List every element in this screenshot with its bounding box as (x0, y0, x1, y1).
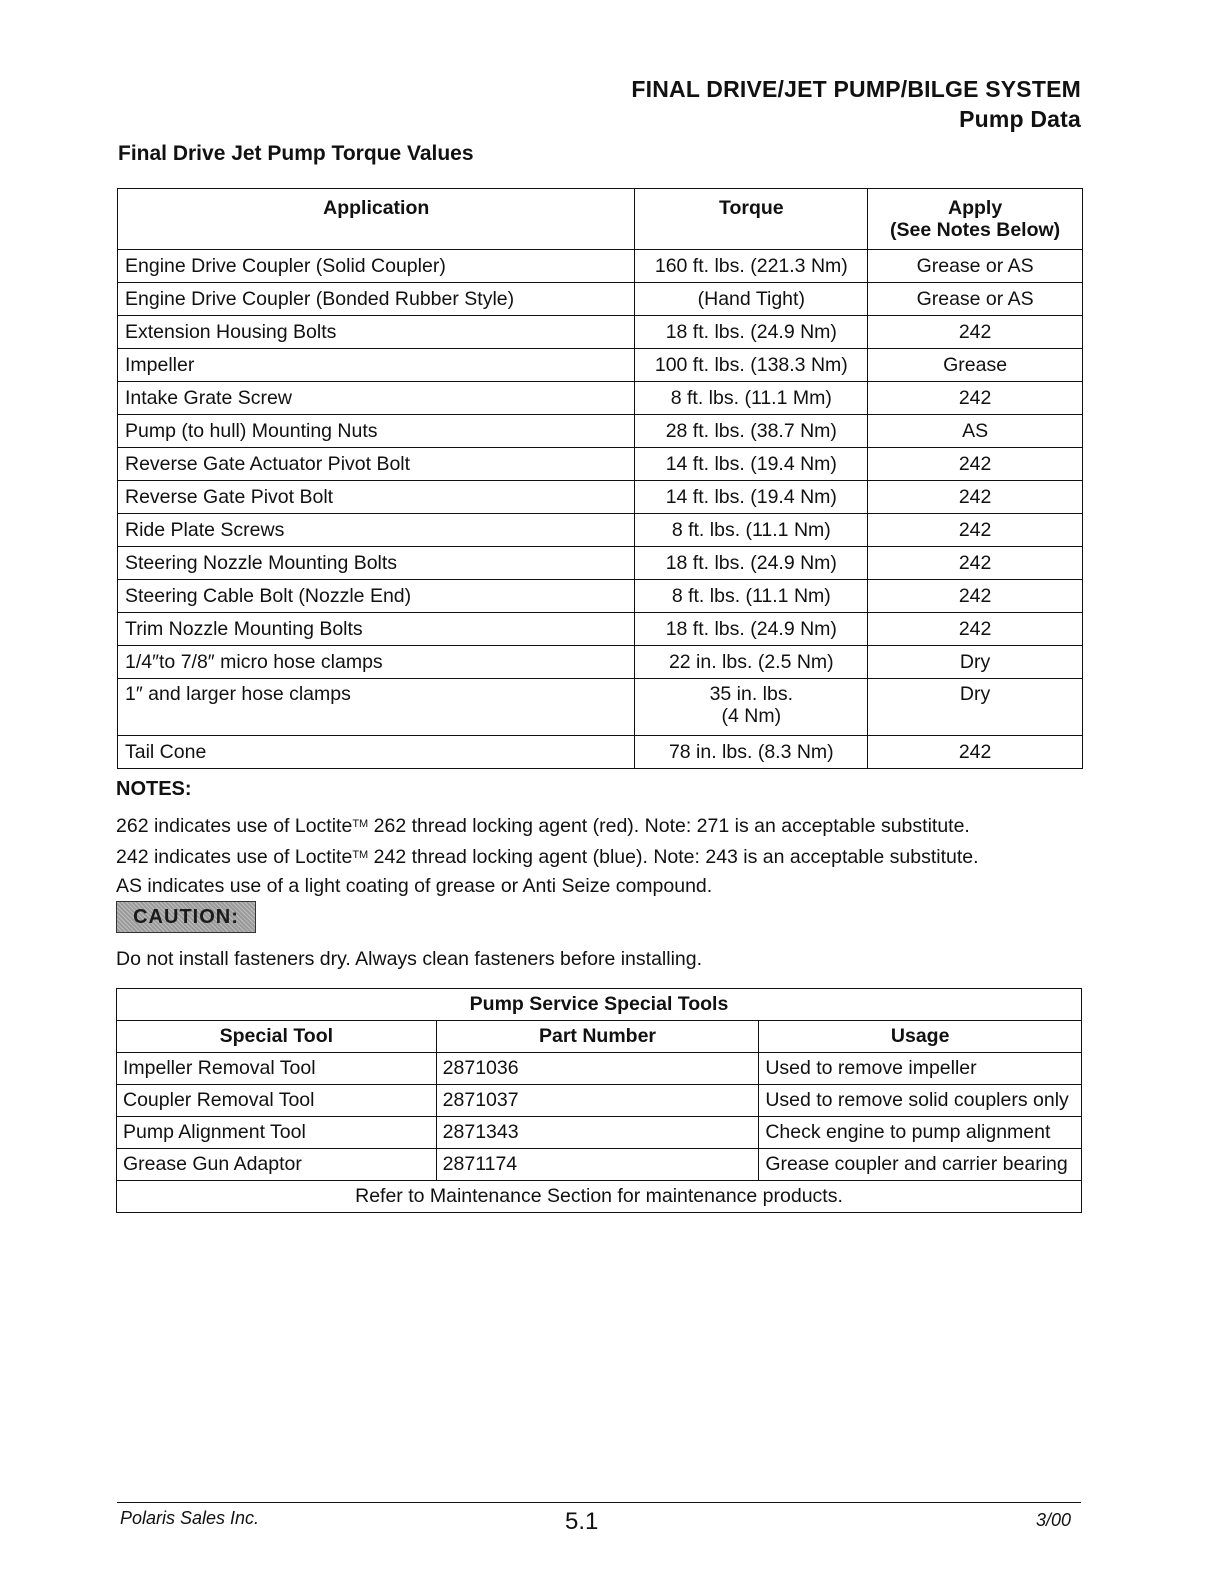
table-row (118, 316, 1083, 349)
part-number-cell: 2871343 (436, 1117, 759, 1149)
torque-cell: 160 ft. lbs. (221.3 Nm) (635, 250, 868, 283)
caution-label: CAUTION: (133, 905, 239, 928)
tools-table-footer-note: Refer to Maintenance Section for maintenance products. (117, 1181, 1082, 1213)
usage-cell: Grease coupler and carrier bearing (759, 1149, 1082, 1181)
torque-cell: 18 ft. lbs. (24.9 Nm) (635, 547, 868, 580)
torque-cell: 14 ft. lbs. (19.4 Nm) (635, 481, 868, 514)
note-text: 262 indicates use of Loctite (116, 815, 353, 837)
torque-cell (635, 679, 868, 736)
column-header-part-number: Part Number (436, 1021, 759, 1053)
column-header-apply (868, 189, 1083, 250)
torque-cell: 18 ft. lbs. (24.9 Nm) (635, 316, 868, 349)
torque-cell: 8 ft. lbs. (11.1 Nm) (635, 580, 868, 613)
torque-cell: 8 ft. lbs. (11.1 Mm) (635, 382, 868, 415)
application-cell: Engine Drive Coupler (Solid Coupler) (118, 250, 635, 283)
apply-cell: 242 (868, 448, 1083, 481)
application-cell: Steering Cable Bolt (Nozzle End) (118, 580, 635, 613)
part-number-cell: 2871174 (436, 1149, 759, 1181)
apply-cell: Grease (868, 349, 1083, 382)
table-row (118, 679, 1083, 736)
tool-cell: Impeller Removal Tool (117, 1053, 437, 1085)
table-row (118, 613, 1083, 646)
apply-cell: 242 (868, 382, 1083, 415)
table-row (118, 415, 1083, 448)
table-row (118, 736, 1083, 769)
application-cell: Reverse Gate Pivot Bolt (118, 481, 635, 514)
torque-cell: 28 ft. lbs. (38.7 Nm) (635, 415, 868, 448)
table-row (117, 1117, 1082, 1149)
application-cell: Intake Grate Screw (118, 382, 635, 415)
application-cell: 1″ and larger hose clamps (118, 679, 635, 736)
page-header (631, 74, 1081, 134)
table-footer-row (117, 1181, 1082, 1213)
caution-text: Do not install fasteners dry. Always clean fasteners before installing. (116, 948, 703, 970)
apply-cell: Dry (868, 646, 1083, 679)
apply-cell: 242 (868, 547, 1083, 580)
tool-cell: Pump Alignment Tool (117, 1117, 437, 1149)
torque-line2: (4 Nm) (721, 705, 782, 727)
usage-cell: Used to remove solid couplers only (759, 1085, 1082, 1117)
application-cell: Tail Cone (118, 736, 635, 769)
page-number: 5.1 (565, 1508, 599, 1535)
note-text: 242 thread locking agent (blue). Note: 243 is an acceptable substitute. (368, 846, 979, 868)
caution-badge (116, 901, 256, 933)
torque-cell: 100 ft. lbs. (138.3 Nm) (635, 349, 868, 382)
torque-cell: 22 in. lbs. (2.5 Nm) (635, 646, 868, 679)
apply-cell: 242 (868, 736, 1083, 769)
apply-cell: 242 (868, 481, 1083, 514)
apply-cell: 242 (868, 580, 1083, 613)
column-header-usage: Usage (759, 1021, 1082, 1053)
apply-cell: 242 (868, 514, 1083, 547)
table-header-row (117, 1021, 1082, 1053)
apply-cell: 242 (868, 316, 1083, 349)
application-cell: 1/4″to 7/8″ micro hose clamps (118, 646, 635, 679)
note-line-242 (116, 841, 979, 872)
tool-cell: Grease Gun Adaptor (117, 1149, 437, 1181)
tool-cell: Coupler Removal Tool (117, 1085, 437, 1117)
table-row (117, 1149, 1082, 1181)
apply-cell: AS (868, 415, 1083, 448)
note-line-262 (116, 810, 979, 841)
table-row (117, 1053, 1082, 1085)
notes-heading: NOTES: (116, 778, 192, 800)
notes-section (116, 778, 979, 901)
application-cell: Ride Plate Screws (118, 514, 635, 547)
table-row (118, 580, 1083, 613)
trademark-mark: TM (352, 818, 369, 830)
part-number-cell: 2871037 (436, 1085, 759, 1117)
table-row (118, 646, 1083, 679)
application-cell: Reverse Gate Actuator Pivot Bolt (118, 448, 635, 481)
note-line-as: AS indicates use of a light coating of grease or Anti Seize compound. (116, 875, 713, 897)
apply-cell: Dry (868, 679, 1083, 736)
table-row (118, 382, 1083, 415)
tools-table-title: Pump Service Special Tools (117, 989, 1082, 1021)
usage-cell: Check engine to pump alignment (759, 1117, 1082, 1149)
torque-cell: (Hand Tight) (635, 283, 868, 316)
torque-cell: 14 ft. lbs. (19.4 Nm) (635, 448, 868, 481)
apply-header-line2: (See Notes Below) (890, 219, 1061, 241)
table-title-row (117, 989, 1082, 1021)
usage-cell: Used to remove impeller (759, 1053, 1082, 1085)
column-header-application: Application (118, 189, 635, 250)
footer-company: Polaris Sales Inc. (120, 1508, 260, 1528)
footer-divider (117, 1502, 1081, 1503)
application-cell: Steering Nozzle Mounting Bolts (118, 547, 635, 580)
trademark-mark: TM (352, 849, 369, 861)
apply-header-line1: Apply (948, 197, 1003, 219)
table-row (117, 1085, 1082, 1117)
table-row (118, 349, 1083, 382)
table-row (118, 250, 1083, 283)
special-tools-table (116, 988, 1082, 1213)
torque-section-title: Final Drive Jet Pump Torque Values (118, 142, 474, 165)
apply-cell: Grease or AS (868, 250, 1083, 283)
application-cell: Pump (to hull) Mounting Nuts (118, 415, 635, 448)
table-row (118, 283, 1083, 316)
application-cell: Engine Drive Coupler (Bonded Rubber Style) (118, 283, 635, 316)
table-row (118, 514, 1083, 547)
column-header-special-tool: Special Tool (117, 1021, 437, 1053)
note-text: 242 indicates use of Loctite (116, 846, 353, 868)
torque-values-table (117, 188, 1083, 769)
torque-cell: 18 ft. lbs. (24.9 Nm) (635, 613, 868, 646)
note-text: 262 thread locking agent (red). Note: 271 is an acceptable substitute. (368, 815, 970, 837)
application-cell: Trim Nozzle Mounting Bolts (118, 613, 635, 646)
apply-cell: Grease or AS (868, 283, 1083, 316)
table-row (118, 448, 1083, 481)
chapter-title: FINAL DRIVE/JET PUMP/BILGE SYSTEM (631, 76, 1081, 102)
torque-cell: 8 ft. lbs. (11.1 Nm) (635, 514, 868, 547)
torque-line1: 35 in. lbs. (709, 683, 794, 705)
application-cell: Impeller (118, 349, 635, 382)
table-header-row (118, 189, 1083, 250)
apply-cell: 242 (868, 613, 1083, 646)
section-subtitle: Pump Data (959, 106, 1081, 132)
part-number-cell: 2871036 (436, 1053, 759, 1085)
torque-cell: 78 in. lbs. (8.3 Nm) (635, 736, 868, 769)
application-cell: Extension Housing Bolts (118, 316, 635, 349)
column-header-torque: Torque (635, 189, 868, 250)
footer-date: 3/00 (1035, 1510, 1071, 1530)
table-row (118, 481, 1083, 514)
table-row (118, 547, 1083, 580)
